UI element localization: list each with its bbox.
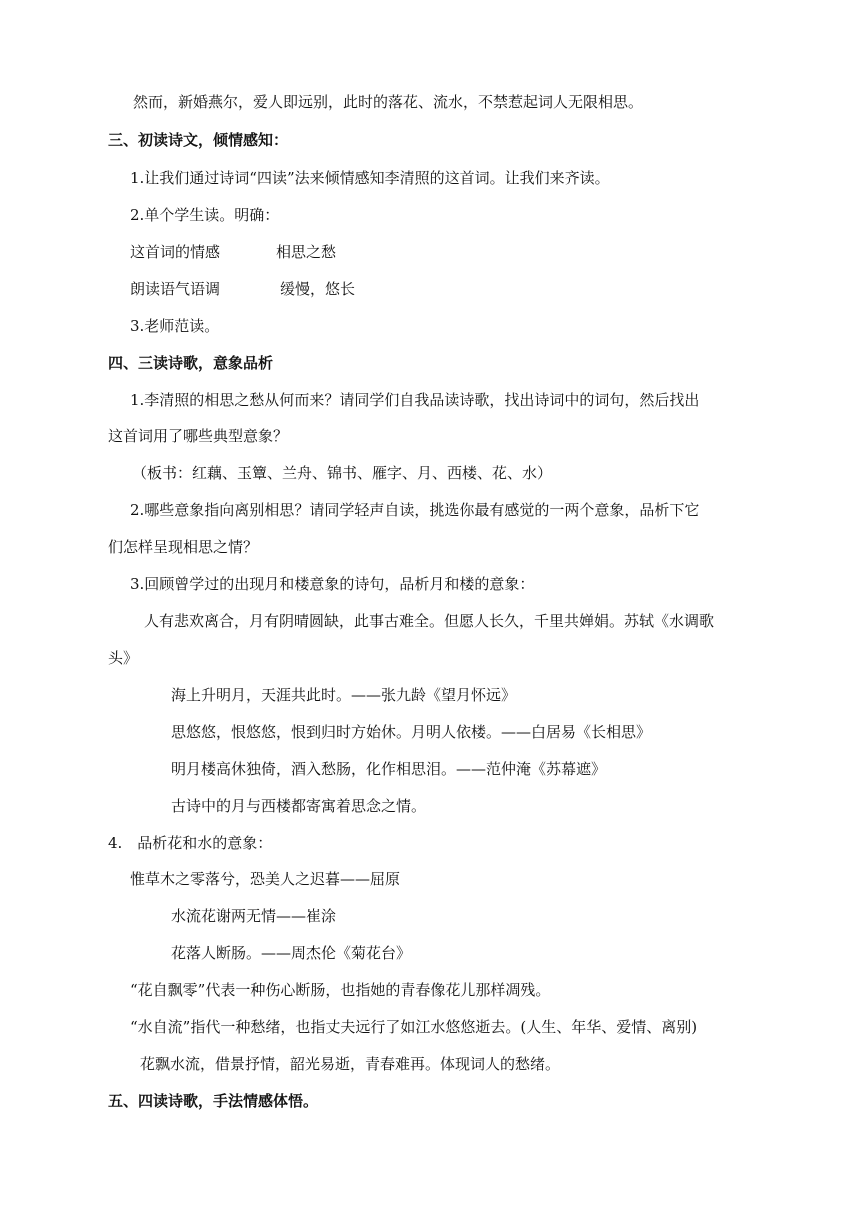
poem-quote: 惟草木之零落兮，恐美人之迟暮——屈原 — [130, 870, 401, 888]
paragraph-line: 古诗中的月与西楼都寄寓着思念之情。 — [171, 797, 427, 815]
blackboard-note: （板书：红藕、玉簟、兰舟、锦书、雁字、月、西楼、花、水） — [132, 464, 553, 482]
poem-quote: 人有悲欢离合，月有阴晴圆缺，此事古难全。但愿人长久，千里共婵娟。苏轼《水调歌 — [144, 612, 715, 630]
poem-quote: 思悠悠，恨悠悠，恨到归时方始休。月明人依楼。——白居易《长相思》 — [171, 723, 652, 741]
poem-quote: 明月楼高休独倚，酒入愁肠，化作相思泪。——范仲淹《苏幕遮》 — [171, 760, 607, 778]
poem-quote: 水流花谢两无情——崔涂 — [171, 907, 337, 925]
paragraph-line: 花飘水流，借景抒情，韶光易逝，青春难再。体现词人的愁绪。 — [140, 1055, 561, 1073]
section-heading-5: 五、四读诗歌，手法情感体悟。 — [108, 1092, 319, 1110]
paragraph-line: 这首词用了哪些典型意象？ — [108, 427, 289, 445]
poem-quote: 海上升明月，天涯共此时。——张九龄《望月怀远》 — [171, 686, 517, 704]
paragraph-line: 4. 品析花和水的意象： — [108, 834, 273, 852]
tone-row — [130, 279, 355, 299]
paragraph-line: 们怎样呈现相思之情？ — [108, 538, 259, 556]
emotion-value: 相思之愁 — [276, 243, 337, 261]
section-heading-3: 三、初读诗文，倾情感知： — [108, 131, 289, 149]
poem-quote: 头》 — [108, 649, 139, 667]
tone-label: 朗读语气语调 — [130, 280, 221, 298]
emotion-row — [130, 242, 336, 262]
poem-quote: 花落人断肠。——周杰伦《菊花台》 — [171, 944, 412, 962]
paragraph-line: “水自流”指代一种愁绪，也指丈夫远行了如江水悠悠逝去。(人生、年华、爱情、离别) — [130, 1018, 698, 1036]
paragraph-line: 1.让我们通过诗词“四读”法来倾情感知李清照的这首词。让我们来齐读。 — [130, 169, 610, 187]
paragraph-line: 3.回顾曾学过的出现月和楼意象的诗句，品析月和楼的意象： — [130, 575, 535, 593]
paragraph-line: 3.老师范读。 — [130, 317, 220, 335]
emotion-label: 这首词的情感 — [130, 243, 221, 261]
tone-value: 缓慢，悠长 — [280, 280, 356, 298]
paragraph-line: 然而，新婚燕尔，爱人即远别，此时的落花、流水，不禁惹起词人无限相思。 — [133, 93, 644, 111]
paragraph-line: 2.单个学生读。明确： — [130, 206, 280, 224]
paragraph-line: 2.哪些意象指向离别相思？请同学轻声自读，挑选你最有感觉的一两个意象，品析下它 — [130, 501, 700, 519]
paragraph-line: “花自飘零”代表一种伤心断肠，也指她的青春像花儿那样凋残。 — [130, 981, 551, 999]
section-heading-4: 四、三读诗歌，意象品析 — [108, 354, 274, 372]
paragraph-line: 1.李清照的相思之愁从何而来？请同学们自我品读诗歌，找出诗词中的词句，然后找出 — [130, 391, 700, 409]
